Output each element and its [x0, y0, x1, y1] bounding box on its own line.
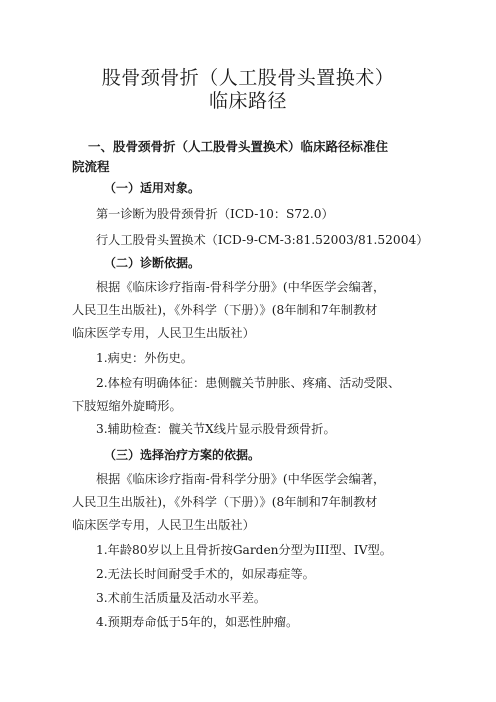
- document-title: 股骨颈骨折（人工股骨头置换术）: [101, 67, 395, 89]
- list-item-age-garden: 1.年龄80岁以上且骨折按Garden分型为III型、IV型。: [96, 543, 392, 557]
- subsection-heading-diagnosis-basis: （二）诊断依据。: [104, 256, 201, 270]
- paragraph-reference-line-3: 临床医学专用，人民卫生出版社）: [72, 326, 255, 340]
- section-heading-line-2: 院流程: [72, 159, 110, 174]
- paragraph-reference-line-1: 根据《临床诊疗指南-骨科学分册》(中华医学会编著，: [96, 472, 386, 486]
- list-item-quality-of-life: 3.术前生活质量及活动水平差。: [96, 591, 267, 605]
- paragraph-reference-line-1: 根据《临床诊疗指南-骨科学分册》(中华医学会编著，: [96, 280, 386, 294]
- list-item-intolerance: 2.无法长时间耐受手术的，如尿毒症等。: [96, 567, 315, 581]
- paragraph-reference-line-2: 人民卫生出版社)，《外科学（下册）》(8年制和7年制教材: [72, 495, 378, 509]
- section-heading-line-1: 一、股骨颈骨折（人工股骨头置换术）临床路径标准住: [88, 139, 389, 154]
- paragraph-procedure-code: 行人工股骨头置换术（ICD-9-CM-3:81.52003/81.52004）: [96, 233, 429, 247]
- paragraph-reference-line-3: 临床医学专用，人民卫生出版社）: [72, 518, 255, 532]
- list-item-history: 1.病史：外伤史。: [96, 351, 193, 365]
- subsection-heading-treatment-basis: （三）选择治疗方案的依据。: [104, 448, 261, 462]
- paragraph-diagnosis-code: 第一诊断为股骨颈骨折（ICD-10：S72.0）: [96, 207, 334, 221]
- list-item-auxiliary-exam: 3.辅助检查：髋关节X线片显示股骨颈骨折。: [96, 422, 336, 436]
- list-item-signs-line-1: 2.体检有明确体征：患侧髋关节肿胀、疼痛、活动受限、: [96, 376, 401, 390]
- paragraph-reference-line-2: 人民卫生出版社)，《外科学（下册）》(8年制和7年制教材: [72, 303, 378, 317]
- document-subtitle: 临床路径: [208, 90, 287, 112]
- list-item-signs-line-2: 下肢短缩外旋畸形。: [72, 399, 182, 413]
- subsection-heading-applicable: （一）适用对象。: [104, 181, 201, 195]
- list-item-life-expectancy: 4.预期寿命低于5年的，如恶性肿瘤。: [96, 615, 299, 629]
